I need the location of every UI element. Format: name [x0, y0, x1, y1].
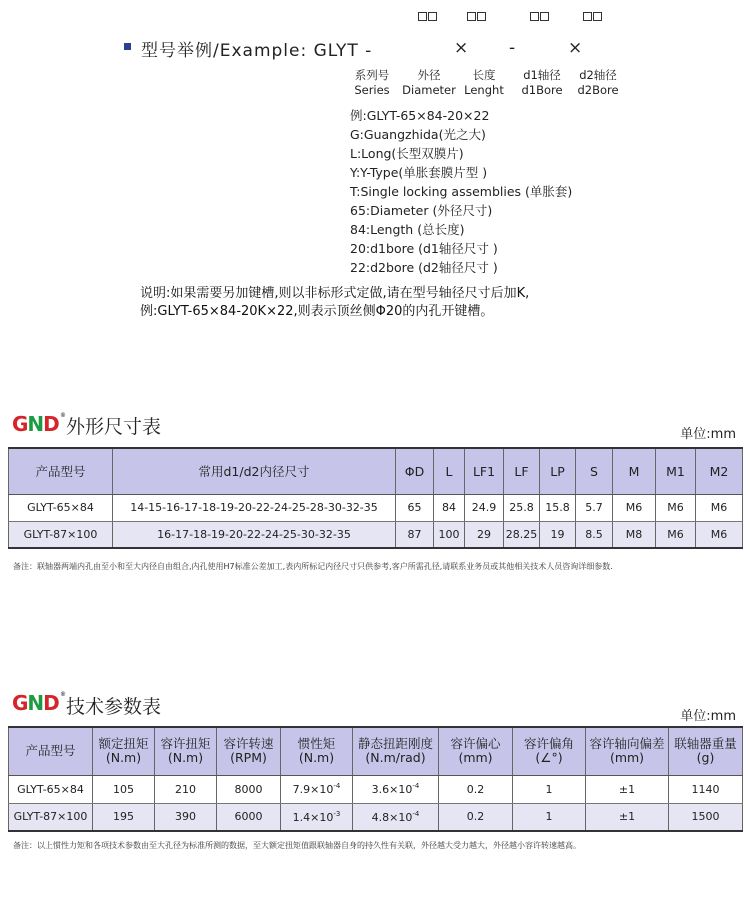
col-header [281, 727, 353, 775]
col-header [217, 727, 281, 775]
table-cell: 100 [434, 521, 465, 548]
table-cell: M6 [656, 521, 696, 548]
table-cell: GLYT-65×84 [9, 494, 113, 521]
header-cn: 额定扭矩 [98, 736, 149, 752]
legend-cn: d1轴径 [523, 68, 561, 82]
example-line: 22:d2bore (d2轴径尺寸 ) [350, 260, 498, 275]
value-base: 3.6×10 [371, 783, 413, 796]
value-exponent: -4 [412, 782, 420, 790]
times-symbol: × [454, 38, 469, 58]
table-cell: 29 [465, 521, 504, 548]
table-cell: 24.9 [465, 494, 504, 521]
table-cell [353, 803, 439, 831]
col-header: 常用d1/d2内径尺寸 [113, 448, 396, 494]
table-cell: GLYT-65×84 [9, 775, 93, 803]
header-unit: (N.m) [298, 750, 335, 766]
legend-cn: 系列号 [354, 68, 390, 82]
table-cell [281, 775, 353, 803]
table-cell: GLYT-87×100 [9, 521, 113, 548]
table-cell: 16-17-18-19-20-22-24-25-30-32-35 [113, 521, 396, 548]
table-cell: 84 [434, 494, 465, 521]
table-row [9, 775, 743, 803]
header-cn: 容许轴向偏差 [589, 736, 665, 752]
table-cell: 390 [155, 803, 217, 831]
example-line: Y:Y-Type(单胀套膜片型 ) [350, 165, 488, 180]
legend-cn: 长度 [472, 68, 496, 82]
table-cell: ±1 [586, 803, 669, 831]
table-row [9, 494, 743, 521]
col-header [9, 727, 93, 775]
example-line: T:Single locking assemblies (单胀套) [350, 184, 573, 199]
logo-letter-d: D [43, 691, 59, 715]
legend-length [461, 68, 507, 98]
col-header [353, 727, 439, 775]
table-cell: 65 [396, 494, 434, 521]
table-cell: 0.2 [439, 775, 513, 803]
logo-letter-d: D [43, 412, 59, 436]
example-title: 型号举例/Example: GLYT - [141, 41, 373, 61]
dimensions-unit: 单位:mm [680, 427, 736, 442]
value-base: 7.9×10 [292, 783, 334, 796]
table-cell: 1500 [669, 803, 743, 831]
table-cell: 0.2 [439, 803, 513, 831]
header-unit: (N.m/rad) [365, 750, 426, 766]
table-row [9, 803, 743, 831]
col-header [155, 727, 217, 775]
col-header [669, 727, 743, 775]
table-cell: 1 [513, 775, 586, 803]
table-cell: 105 [93, 775, 155, 803]
table-row [9, 521, 743, 548]
d1-box-placeholder-pair [530, 6, 550, 25]
legend-en: Lenght [464, 83, 504, 97]
logo-letter-g: G [12, 691, 28, 715]
header-cn: 静态扭距刚度 [357, 736, 433, 752]
col-header: ΦD [396, 448, 434, 494]
technical-title: 技术参数表 [66, 696, 162, 718]
technical-table [8, 726, 743, 832]
table-cell: M6 [656, 494, 696, 521]
header-unit: (mm) [609, 750, 645, 766]
col-header [439, 727, 513, 775]
table-cell: 6000 [217, 803, 281, 831]
legend-cn: d2轴径 [579, 68, 617, 82]
registered-mark: ® [60, 412, 66, 419]
table-header-row [9, 448, 743, 494]
legend-cn: 外径 [417, 68, 441, 82]
header-cn: 容许转速 [223, 736, 274, 752]
table-cell: 25.8 [504, 494, 540, 521]
header-unit: (g) [696, 750, 715, 766]
table-cell: 8.5 [576, 521, 613, 548]
table-cell: 28.25 [504, 521, 540, 548]
table-cell: 1 [513, 803, 586, 831]
legend-en: d2Bore [577, 83, 619, 97]
table-cell: M8 [613, 521, 656, 548]
note-line: 例:GLYT-65×84-20K×22,则表示顶丝侧Φ20的内孔开键槽。 [140, 304, 494, 319]
header-cn: 容许扭矩 [160, 736, 211, 752]
table-cell: 1140 [669, 775, 743, 803]
example-explanation-list [350, 106, 572, 277]
header-cn: 联轴器重量 [674, 736, 737, 752]
table-cell: M6 [696, 521, 743, 548]
value-base: 4.8×10 [371, 810, 413, 824]
note-line: 说明:如果需要另加键槽,则以非标形式定做,请在型号轴径尺寸后加K, [140, 286, 530, 301]
table-cell: 210 [155, 775, 217, 803]
col-header: LF [504, 448, 540, 494]
col-header: LP [540, 448, 576, 494]
header-cn: 惯性矩 [297, 736, 336, 752]
dimensions-footnote: 备注：联轴器两端内孔由至小和至大内径自由组合,内孔使用H7标准公差加工,表内所标记内径尺寸只供参考,客户所需孔径,请联系业务员或其他相关技术人员咨询详细参数. [13, 562, 613, 571]
col-header [586, 727, 669, 775]
technical-footnote: 备注：以上惯性力矩和各项技术参数由至大孔径为标准所测的数据，至大额定扭矩值跟联轴器自身的持久性有关联，外径越大受力越大，外径越小容许转速越高。 [13, 841, 581, 850]
length-box-placeholder-pair [467, 6, 487, 25]
example-line: 20:d1bore (d1轴径尺寸 ) [350, 241, 498, 256]
table-cell: GLYT-87×100 [9, 803, 93, 831]
legend-en: Diameter [402, 83, 456, 97]
dimensions-title: 外形尺寸表 [66, 416, 162, 438]
col-header: 产品型号 [9, 448, 113, 494]
value-exponent: -4 [333, 782, 341, 790]
example-line: 65:Diameter (外径尺寸) [350, 203, 493, 218]
table-cell: 5.7 [576, 494, 613, 521]
dimensions-table [8, 447, 743, 549]
col-header: M2 [696, 448, 743, 494]
col-header [93, 727, 155, 775]
col-header: LF1 [465, 448, 504, 494]
table-cell: 8000 [217, 775, 281, 803]
example-line: G:Guangzhida(光之大) [350, 127, 486, 142]
table-cell: M6 [696, 494, 743, 521]
times-symbol: × [568, 38, 583, 58]
brand-logo [12, 691, 66, 715]
table-cell: 15.8 [540, 494, 576, 521]
logo-letter-n: N [27, 691, 44, 715]
table-cell: 19 [540, 521, 576, 548]
header-unit: (RPM) [230, 750, 267, 766]
table-cell: ±1 [586, 775, 669, 803]
dash-symbol: - [509, 38, 516, 58]
table-cell: 14-15-16-17-18-19-20-22-24-25-28-30-32-35 [113, 494, 396, 521]
registered-mark: ® [60, 691, 66, 698]
legend-en: d1Bore [521, 83, 563, 97]
table-cell [353, 775, 439, 803]
table-cell [281, 803, 353, 831]
example-line: 例:GLYT-65×84-20×22 [350, 108, 490, 123]
logo-letter-n: N [27, 412, 44, 436]
col-header [513, 727, 586, 775]
legend-diameter [398, 68, 460, 98]
technical-unit: 单位:mm [680, 709, 736, 724]
col-header: S [576, 448, 613, 494]
legend-en: Series [354, 83, 390, 97]
header-cn: 容许偏角 [523, 736, 574, 752]
col-header: M [613, 448, 656, 494]
header-unit: (N.m) [105, 750, 142, 766]
logo-letter-g: G [12, 412, 28, 436]
bullet-square-icon [124, 43, 131, 50]
table-header-row [9, 727, 743, 775]
brand-logo [12, 412, 66, 436]
legend-d2 [573, 68, 623, 98]
legend-series [350, 68, 394, 98]
col-header: L [434, 448, 465, 494]
header-cn: 容许偏心 [450, 736, 501, 752]
col-header: M1 [656, 448, 696, 494]
header-unit: (∠°) [535, 750, 563, 766]
keyway-note [140, 285, 529, 321]
header-unit: (N.m) [167, 750, 204, 766]
value-exponent: -3 [333, 809, 341, 818]
value-base: 1.4×10 [292, 810, 334, 824]
table-cell: 87 [396, 521, 434, 548]
table-cell: 195 [93, 803, 155, 831]
example-line: L:Long(长型双膜片) [350, 146, 464, 161]
header-cn: 产品型号 [25, 743, 76, 759]
series-box-placeholder-pair [418, 6, 438, 25]
d2-box-placeholder-pair [583, 6, 603, 25]
header-unit: (mm) [458, 750, 493, 766]
example-line: 84:Length (总长度) [350, 222, 465, 237]
table-cell: M6 [613, 494, 656, 521]
legend-d1 [517, 68, 567, 98]
value-exponent: -4 [412, 809, 420, 818]
